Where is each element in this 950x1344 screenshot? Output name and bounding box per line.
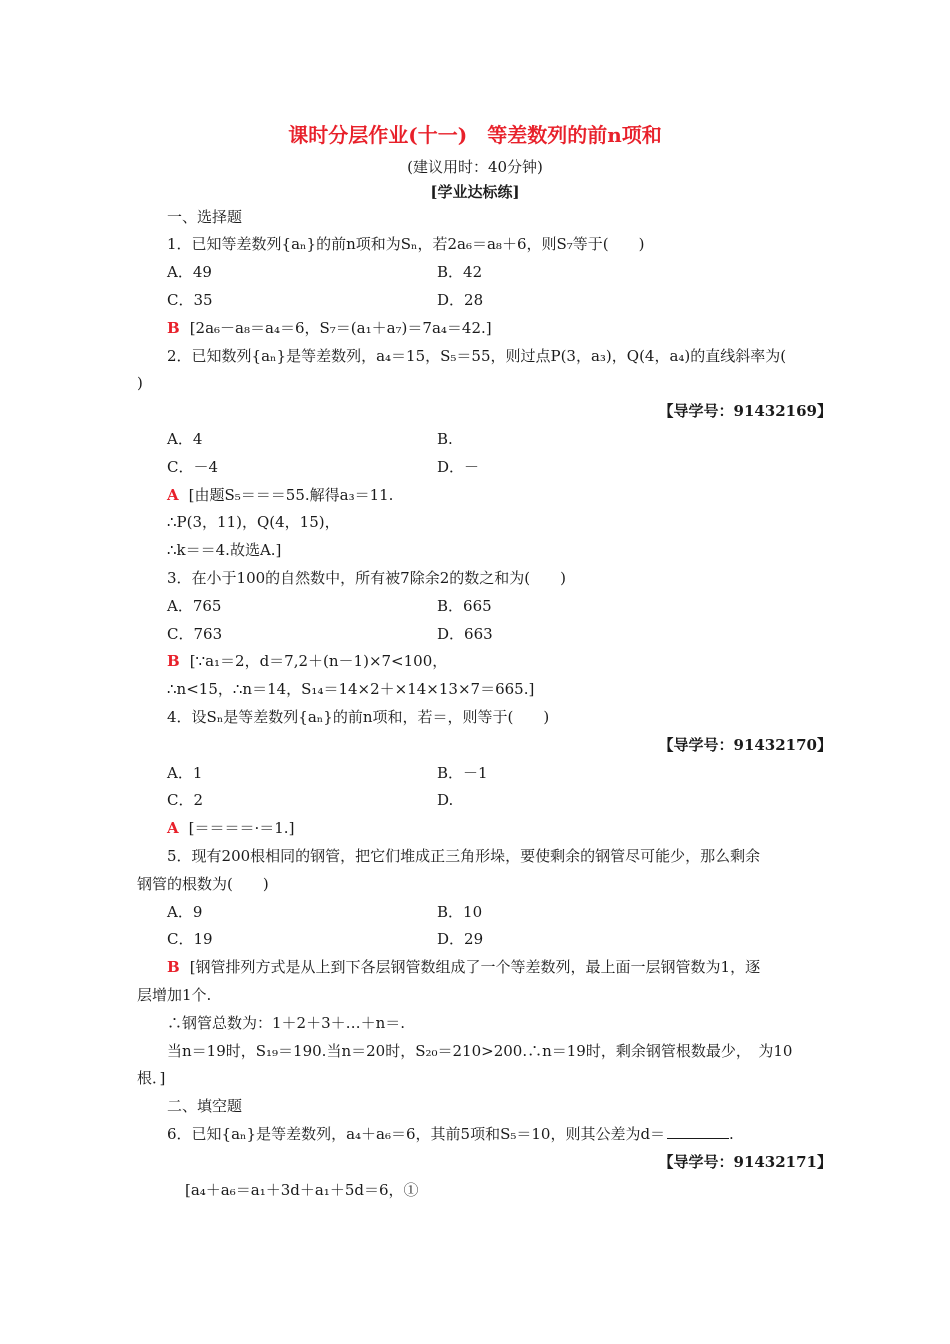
q5-option-b: B．10: [437, 903, 483, 921]
q2-option-b: B.: [437, 430, 453, 448]
q1-answer-letter: B: [167, 319, 180, 337]
q2-answer: [167, 485, 393, 505]
q3-explanation-2: ∴n<15，∴n＝14，S₁₄＝14×2＋×14×13×7＝665.]: [167, 680, 535, 698]
q2-explanation-2: ∴P(3，11)，Q(4，15)，: [167, 513, 340, 531]
q4-option-b: B．－1: [437, 764, 488, 782]
question-2-cont: ): [137, 374, 143, 392]
q2-explanation-3: ∴k＝＝4.故选A.]: [167, 541, 282, 559]
q4-explanation: [＝＝＝＝·＝1.]: [188, 819, 295, 837]
q3-answer: [167, 651, 447, 671]
question-1: 1．已知等差数列{aₙ}的前n项和为Sₙ，若2a₆＝a₈＋6，则S₇等于( ): [167, 235, 645, 253]
question-6-end: .: [729, 1125, 734, 1143]
q5-explanation-2: 层增加1个.: [137, 986, 212, 1004]
q4-option-a: A．1: [167, 764, 203, 782]
q1-option-b: B．42: [437, 263, 483, 281]
q4-option-d: D.: [437, 791, 454, 809]
q6-reference: 【导学号：91432171】: [658, 1153, 832, 1171]
question-4: 4．设Sₙ是等差数列{aₙ}的前n项和，若＝，则等于( ): [167, 708, 550, 726]
q1-option-c: C．35: [167, 291, 213, 309]
q2-reference: 【导学号：91432169】: [658, 402, 832, 420]
q3-answer-letter: B: [167, 652, 180, 670]
q3-option-a: A．765: [167, 597, 222, 615]
q5-explanation-3: ∴钢管总数为：1＋2＋3＋…＋n＝.: [167, 1014, 406, 1032]
q5-answer-letter: B: [167, 958, 180, 976]
q5-explanation-1: [钢管排列方式是从上到下各层钢管数组成了一个等差数列，最上面一层钢管数为1，逐: [189, 958, 761, 976]
q1-option-a: A．49: [167, 263, 212, 281]
q5-explanation-5: 根．]: [137, 1069, 166, 1087]
q3-option-d: D．663: [437, 625, 493, 643]
q1-answer: [167, 318, 492, 338]
q5-answer: [167, 957, 760, 977]
q4-reference: 【导学号：91432170】: [658, 736, 832, 754]
question-3: 3．在小于100的自然数中，所有被7除余2的数之和为( ): [167, 569, 566, 587]
q2-option-c: C．－4: [167, 458, 219, 476]
question-5-cont: 钢管的根数为( ): [137, 875, 269, 893]
question-6-text: 6．已知{aₙ}是等差数列，a₄＋a₆＝6，其前5项和S₅＝10，则其公差为d＝: [167, 1125, 666, 1143]
question-6: [167, 1124, 734, 1144]
q2-option-a: A．4: [167, 430, 203, 448]
q3-option-c: C．763: [167, 625, 223, 643]
q2-answer-letter: A: [167, 486, 179, 504]
q5-option-c: C．19: [167, 930, 213, 948]
section-multiple-choice: 一、选择题: [167, 208, 243, 226]
q3-option-b: B．665: [437, 597, 492, 615]
question-5: 5．现有200根相同的钢管，把它们堆成正三角形垛，要使剩余的钢管尽可能少，那么剩余: [167, 847, 761, 865]
q4-answer: [167, 818, 294, 838]
question-2: 2．已知数列{aₙ}是等差数列，a₄＝15，S₅＝55，则过点P(3，a₃)，Q(4，a₄)的直线斜率为(: [167, 347, 787, 365]
q3-explanation-1: [∵a₁＝2，d＝7,2＋(n－1)×7<100，: [189, 652, 448, 670]
section-heading: [学业达标练]: [430, 183, 520, 201]
q4-answer-letter: A: [167, 819, 179, 837]
suggested-time: (建议用时：40分钟): [407, 158, 543, 176]
q1-explanation: [2a₆－a₈＝a₄＝6，S₇＝(a₁＋a₇)＝7a₄＝42.]: [189, 319, 492, 337]
q2-explanation-1: [由题S₅＝＝＝55.解得a₃＝11.: [188, 486, 394, 504]
q5-option-d: D．29: [437, 930, 484, 948]
q1-option-d: D．28: [437, 291, 484, 309]
page-title: 课时分层作业(十一) 等差数列的前n项和: [288, 123, 662, 147]
q6-explanation: [a₄＋a₆＝a₁＋3d＋a₁＋5d＝6，①: [185, 1181, 419, 1199]
q4-option-c: C．2: [167, 791, 204, 809]
q5-option-a: A．9: [167, 903, 203, 921]
section-fill-in: 二、填空题: [167, 1097, 243, 1115]
answer-blank: [667, 1124, 729, 1139]
q5-explanation-4: 当n＝19时，S₁₉＝190.当n＝20时，S₂₀＝210>200.∴n＝19时，剩余钢管根数最少， 为10: [167, 1042, 793, 1060]
q2-option-d: D．－: [437, 458, 480, 476]
